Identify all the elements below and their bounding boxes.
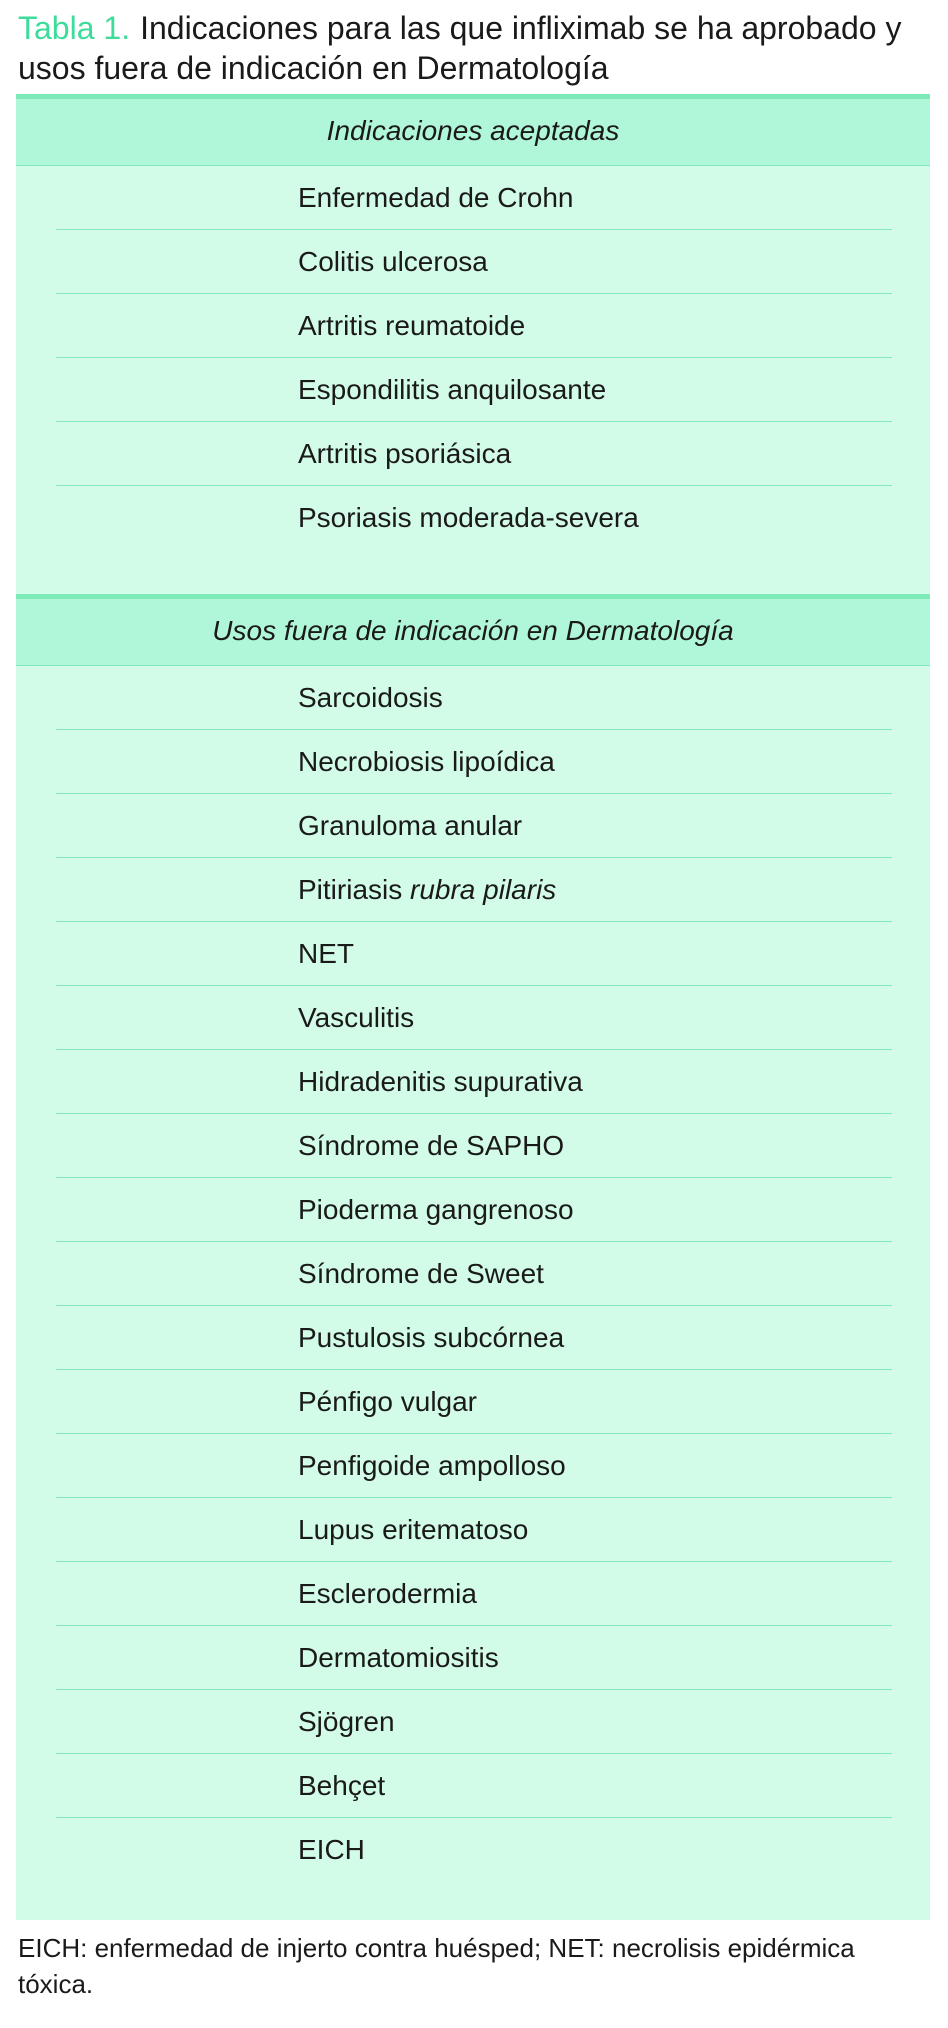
table-row	[56, 1370, 892, 1434]
row-label: Psoriasis moderada-severa	[298, 502, 639, 533]
row-label: Behçet	[298, 1770, 386, 1801]
table-row	[56, 1434, 892, 1498]
row-label-italic: rubra pilaris	[410, 874, 557, 905]
table-row	[56, 730, 892, 794]
row-label: EICH	[298, 1834, 365, 1865]
row-label: Pénfigo vulgar	[298, 1386, 478, 1417]
row-label: Dermatomiositis	[298, 1642, 499, 1673]
row-label: Espondilitis anquilosante	[298, 374, 607, 405]
table-row	[56, 1562, 892, 1626]
table-caption	[18, 8, 938, 88]
table-row	[56, 1818, 892, 1882]
table-row	[56, 666, 892, 730]
table-row	[56, 1114, 892, 1178]
table-label: Tabla 1.	[18, 10, 131, 46]
table-row	[56, 1050, 892, 1114]
table-row	[56, 1306, 892, 1370]
row-label: Esclerodermia	[298, 1578, 477, 1609]
row-label: Pustulosis subcórnea	[298, 1322, 565, 1353]
row-label: Enfermedad de Crohn	[298, 182, 574, 213]
row-label: NET	[298, 938, 354, 969]
table-row	[56, 1498, 892, 1562]
table-footnote: EICH: enfermedad de injerto contra huésped; NET: necrolisis epidérmica tóxica.	[18, 1933, 855, 1999]
row-label: Síndrome de Sweet	[298, 1258, 544, 1289]
section-heading-accepted: Indicaciones aceptadas	[16, 94, 930, 166]
table-row	[56, 358, 892, 422]
row-label: Artritis psoriásica	[298, 438, 512, 469]
row-label: Necrobiosis lipoídica	[298, 746, 555, 777]
row-label: Hidradenitis supurativa	[298, 1066, 583, 1097]
table-row	[56, 486, 892, 550]
table-row	[56, 166, 892, 230]
row-label-prefix: Pitiriasis	[298, 874, 411, 905]
section-heading-off-label: Usos fuera de indicación en Dermatología	[16, 594, 930, 666]
table-row	[56, 1626, 892, 1690]
table-row	[56, 922, 892, 986]
indications-table	[16, 94, 930, 1920]
table-row	[56, 986, 892, 1050]
table-row	[56, 1754, 892, 1818]
row-label: Granuloma anular	[298, 810, 523, 841]
table-row	[56, 294, 892, 358]
table-row	[56, 858, 892, 922]
row-label: Penfigoide ampolloso	[298, 1450, 566, 1481]
row-label: Síndrome de SAPHO	[298, 1130, 565, 1161]
table-row	[56, 422, 892, 486]
row-label: Vasculitis	[298, 1002, 415, 1033]
row-label: Artritis reumatoide	[298, 310, 526, 341]
row-label: Lupus eritematoso	[298, 1514, 529, 1545]
table-row	[56, 1690, 892, 1754]
row-label: Pioderma gangrenoso	[298, 1194, 574, 1225]
table-row	[56, 1178, 892, 1242]
table-row	[56, 1242, 892, 1306]
table-row	[56, 794, 892, 858]
row-label: Colitis ulcerosa	[298, 246, 488, 277]
table-row	[56, 230, 892, 294]
row-label: Sjögren	[298, 1706, 395, 1737]
table-title: Indicaciones para las que infliximab se ha aprobado y usos fuera de indicación en Dermatología	[18, 10, 902, 86]
row-label	[298, 858, 556, 922]
row-label: Sarcoidosis	[298, 682, 443, 713]
